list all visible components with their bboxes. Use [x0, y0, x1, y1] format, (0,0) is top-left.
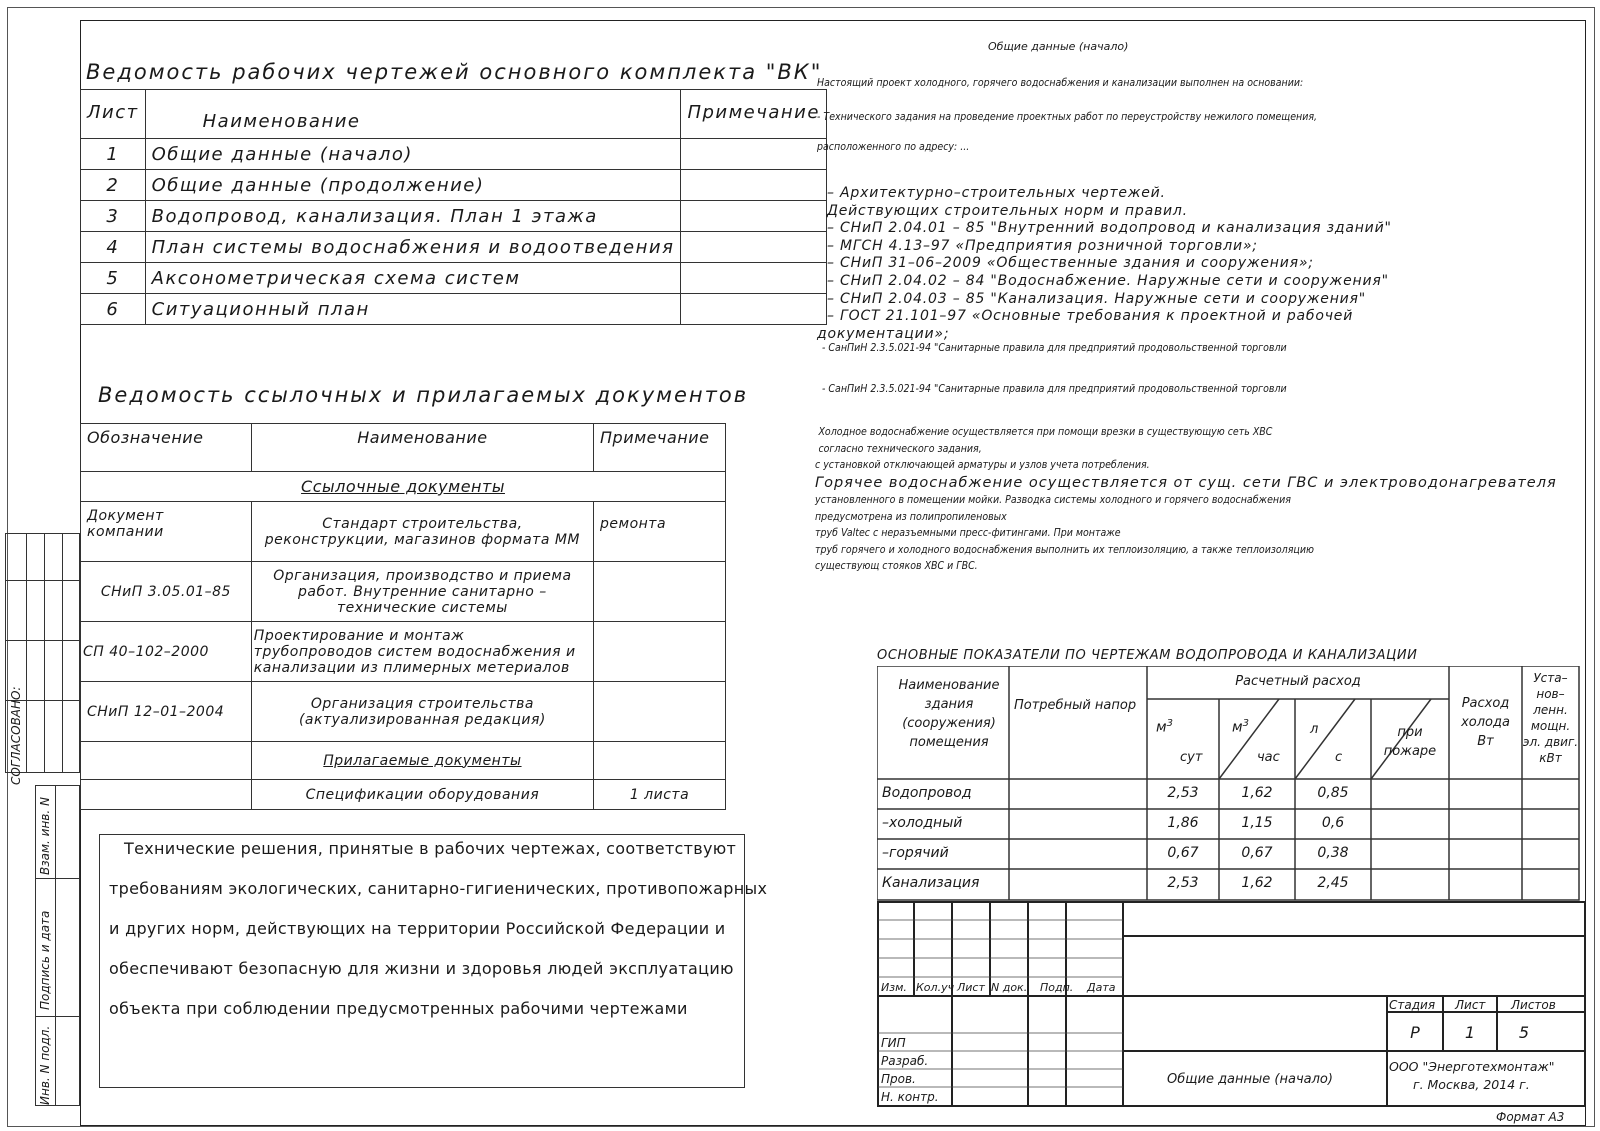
att-blank	[81, 742, 252, 780]
section-referenced	[81, 472, 726, 502]
unit-m: м	[1232, 719, 1243, 736]
indicators-table	[877, 666, 1580, 901]
norms-list	[817, 185, 1392, 343]
sheet-name: Общие данные (продолжение)	[145, 170, 681, 201]
header-note: Примечание	[681, 90, 827, 139]
doc-name: Стандарт строительства, реконструкции, магазинов формата ММ	[251, 502, 593, 562]
doc-designation: СП 40–102–2000	[81, 622, 252, 682]
sheet-num: 3	[81, 201, 146, 232]
unit-day: сут	[1180, 750, 1203, 765]
statement-line: Технические решения, принятые в рабочих чертежах, соответствуют	[124, 839, 737, 858]
row-name: Канализация	[882, 875, 980, 891]
doc-designation: Документ компании	[81, 502, 252, 562]
norm-item: Действующих строительных норм и правил.	[827, 202, 1188, 219]
col-label: Лист	[957, 981, 985, 994]
sanpin-line: - СанПиН 2.3.5.021-94 "Санитарные правила для предприятий продовольственной торговли	[822, 341, 1287, 354]
row-name: –горячий	[882, 845, 949, 861]
inv-replace-label: Взам. инв. N	[38, 797, 52, 875]
h-name: (сооружения)	[902, 716, 996, 731]
col-label: Изм.	[881, 981, 907, 994]
statement-line: и других норм, действующих на территории Российской Федерации и	[109, 919, 726, 938]
sheet-note	[681, 139, 827, 170]
table-row	[81, 502, 726, 562]
row-hour: 1,62	[1241, 875, 1273, 891]
doc-note: 1 листа	[594, 780, 726, 810]
cold-line: с установкой отключающей арматуры и узлов учета потребления.	[815, 458, 1150, 471]
doc-name: Спецификации оборудования	[251, 780, 593, 810]
table-row	[81, 780, 726, 810]
table-row	[81, 201, 827, 232]
role-label: Пров.	[881, 1072, 916, 1086]
row-day: 2,53	[1167, 785, 1199, 801]
ref-docs-table	[80, 423, 726, 810]
cold-line: Холодное водоснабжение осуществляется при помощи врезки в существующую сеть ХВС	[818, 425, 1273, 438]
sheets-header: Листов	[1511, 998, 1556, 1012]
inv-orig-label: Инв. N подл.	[38, 1025, 52, 1105]
sheet-header: Лист	[1455, 998, 1486, 1012]
h-name-cell	[885, 676, 1013, 752]
att-blank-note	[594, 742, 726, 780]
h-power: эл. двиг.	[1522, 735, 1579, 749]
sheet-name: Ситуационный план	[145, 294, 681, 325]
row-sec: 0,85	[1317, 785, 1349, 801]
h-fire: при	[1397, 725, 1423, 740]
doc-designation	[81, 780, 252, 810]
general-address: расположенного по адресу: ...	[817, 140, 970, 153]
h-cold-cell	[1449, 694, 1522, 751]
doc-note	[594, 622, 726, 682]
table-row	[81, 232, 827, 263]
h-power: Уста–	[1533, 671, 1568, 685]
doc-name: Организация, производство и приема работ. Внутренние санитарно – технические системы	[251, 562, 593, 622]
h-power: мощн.	[1530, 719, 1571, 733]
h-fire: пожаре	[1383, 744, 1437, 759]
sign-date-label: Подпись и дата	[38, 910, 52, 1010]
cold-water-block	[815, 424, 1272, 474]
row-hour: 0,67	[1241, 845, 1273, 861]
role-label: ГИП	[881, 1036, 906, 1050]
unit-sup: 3	[1166, 718, 1173, 729]
sheet-list-table	[80, 89, 827, 325]
sheet-list-title: Ведомость рабочих чертежей основного комплекта "ВК"	[86, 60, 823, 84]
sheet-name: План системы водоснабжения и водоотведения	[145, 232, 681, 263]
hot-line: существующ стояков ХВС и ГВС.	[815, 559, 978, 572]
unit-m: м	[1156, 719, 1167, 736]
row-name: Водопровод	[882, 785, 972, 801]
sheet-note	[681, 263, 827, 294]
doc-name: Организация строительства (актуализированная редакция)	[251, 682, 593, 742]
norm-item: – Архитектурно–строительных чертежей.	[827, 185, 1166, 201]
sheet-name: Общие данные (начало)	[145, 139, 681, 170]
section-attached	[251, 742, 593, 780]
agreed-label: СОГЛАСОВАНО:	[9, 686, 23, 785]
norm-item: документации»;	[817, 325, 950, 342]
org-city: г. Москва, 2014 г.	[1413, 1077, 1530, 1092]
org-name: ООО "Энерготехмонтаж"	[1389, 1059, 1555, 1074]
unit-sup: 3	[1242, 718, 1249, 729]
norm-item: – СНиП 31–06–2009 «Общественные здания и сооружения»;	[827, 255, 1314, 272]
doc-designation: СНиП 12–01–2004	[81, 682, 252, 742]
sheet-name: Водопровод, канализация. План 1 этажа	[145, 201, 681, 232]
norm-item: – СНиП 2.04.03 – 85 "Канализация. Наружные сети и сооружения"	[827, 290, 1367, 307]
header-sheet: Лист	[81, 90, 146, 139]
table-row	[81, 682, 726, 742]
header-name: Наименование	[251, 424, 593, 472]
cold-line: согласно технического задания,	[818, 441, 982, 455]
table-row	[81, 562, 726, 622]
doc-name: Проектирование и монтаж трубопроводов систем водоснабжения и канализации из плимерных метериалов	[251, 622, 593, 682]
doc-note: ремонта	[594, 502, 726, 562]
h-head: Потребный напор	[1014, 698, 1137, 713]
h-power: нов–	[1536, 687, 1565, 701]
header-name: Наименование	[145, 90, 681, 139]
row-day: 0,67	[1167, 845, 1199, 861]
h-cold: Вт	[1477, 734, 1494, 749]
role-label: Разраб.	[881, 1054, 929, 1068]
table-row	[81, 170, 827, 201]
table-row	[81, 139, 827, 170]
col-label: Кол.уч	[916, 981, 955, 994]
hot-line: труб Valtec с неразъемными пресс-фитингами. При монтаже	[815, 526, 1121, 539]
section-ref-label: Ссылочные документы	[301, 477, 505, 496]
h-cold: холода	[1461, 715, 1510, 730]
sheets-value: 5	[1518, 1023, 1530, 1042]
stage-header: Стадия	[1389, 998, 1436, 1012]
col-label: Дата	[1087, 981, 1116, 994]
sheet-name: Аксонометрическая схема систем	[145, 263, 681, 294]
stage-value: Р	[1410, 1023, 1420, 1042]
sheet-value: 1	[1464, 1023, 1476, 1042]
general-heading: Общие данные (начало)	[988, 40, 1129, 53]
section-att-label: Прилагаемые документы	[323, 752, 522, 769]
row-hour: 1,62	[1241, 785, 1273, 801]
sheet-num: 5	[81, 263, 146, 294]
table-row	[81, 263, 827, 294]
h-name: здания	[924, 697, 974, 712]
indicators-title: ОСНОВНЫЕ ПОКАЗАТЕЛИ ПО ЧЕРТЕЖАМ ВОДОПРОВОДА И КАНАЛИЗАЦИИ	[877, 648, 1418, 663]
unit-m3-day	[1156, 718, 1173, 736]
statement-box	[99, 834, 768, 1088]
row-sec: 0,6	[1321, 815, 1345, 831]
hot-line: труб горячего и холодного водоснабжения выполнить их теплоизоляцию, а также теплоизоляцию	[815, 542, 1314, 556]
table-row	[81, 294, 827, 325]
doc-note	[594, 562, 726, 622]
norm-item: – СНиП 2.04.02 – 84 "Водоснабжение. Наружные сети и сооружения"	[827, 272, 1389, 289]
h-fire-cell	[1371, 723, 1449, 761]
norm-item: – МГСН 4.13–97 «Предприятия розничной торговли»;	[827, 237, 1258, 254]
row-sec: 2,45	[1317, 875, 1349, 891]
col-label: Подп.	[1040, 981, 1074, 994]
sheet-num: 6	[81, 294, 146, 325]
header-note: Примечание	[594, 424, 726, 472]
sheet-num: 4	[81, 232, 146, 263]
hot-line: установленного в помещении мойки. Разводка системы холодного и горячего водоснабжения	[815, 493, 1291, 506]
col-label: N док.	[991, 981, 1028, 994]
title-block	[877, 901, 1586, 1107]
general-task: - Технического задания на проведение проектных работ по переустройству нежилого помещения,	[817, 110, 1318, 123]
table-row	[81, 622, 726, 682]
general-intro: Настоящий проект холодного, горячего водоснабжения и канализации выполнен на основании:	[817, 76, 1304, 89]
row-day: 1,86	[1167, 815, 1199, 831]
h-name: Наименование	[898, 678, 1000, 693]
sheet-note	[681, 294, 827, 325]
row-name: –холодный	[882, 815, 963, 831]
statement-line: обеспечивают безопасную для жизни и здоровья людей эксплуатацию	[109, 959, 734, 978]
row-day: 2,53	[1167, 875, 1199, 891]
sheet-note	[681, 170, 827, 201]
h-flow: Расчетный расход	[1235, 674, 1361, 689]
sheet-num: 1	[81, 139, 146, 170]
hot-water-heading: Горячее водоснабжение осуществляется от сущ. сети ГВС и электроводонагревателя	[815, 475, 1557, 491]
h-name: помещения	[909, 735, 989, 750]
h-power-cell	[1522, 670, 1579, 766]
row-hour: 1,15	[1241, 815, 1273, 831]
unit-l: л	[1310, 722, 1319, 737]
header-designation: Обозначение	[81, 424, 252, 472]
sanpin-line: - СанПиН 2.3.5.021-94 "Санитарные правила для предприятий продовольственной торговли	[822, 382, 1287, 395]
doc-note	[594, 682, 726, 742]
format-label: Формат А3	[1496, 1110, 1565, 1124]
h-cold: Расход	[1461, 696, 1510, 711]
hot-line: предусмотрена из полипропиленовых	[815, 509, 1007, 523]
h-power: кВт	[1539, 751, 1562, 765]
hot-water-block	[815, 492, 1314, 575]
sheet-note	[681, 232, 827, 263]
sheet-note	[681, 201, 827, 232]
unit-m3-hour	[1232, 718, 1249, 736]
doc-title: Общие данные (начало)	[1167, 1072, 1333, 1087]
norm-item: – СНиП 2.04.01 – 85 "Внутренний водопровод и канализация зданий"	[827, 220, 1392, 237]
sheet-num: 2	[81, 170, 146, 201]
unit-s: с	[1335, 750, 1343, 765]
role-label: Н. контр.	[881, 1090, 939, 1104]
statement-line: объекта при соблюдении предусмотренных рабочими чертежами	[109, 999, 688, 1018]
unit-hour: час	[1257, 750, 1280, 765]
row-sec: 0,38	[1317, 845, 1349, 861]
doc-designation: СНиП 3.05.01–85	[81, 562, 252, 622]
statement-line: требованиям экологических, санитарно-гигиенических, противопожарных	[109, 879, 768, 898]
general-intro-block	[817, 76, 1317, 123]
norm-item: – ГОСТ 21.101–97 «Основные требования к проектной и рабочей	[827, 308, 1354, 325]
h-power: ленн.	[1533, 703, 1568, 717]
ref-docs-title: Ведомость ссылочных и прилагаемых документов	[98, 383, 749, 407]
